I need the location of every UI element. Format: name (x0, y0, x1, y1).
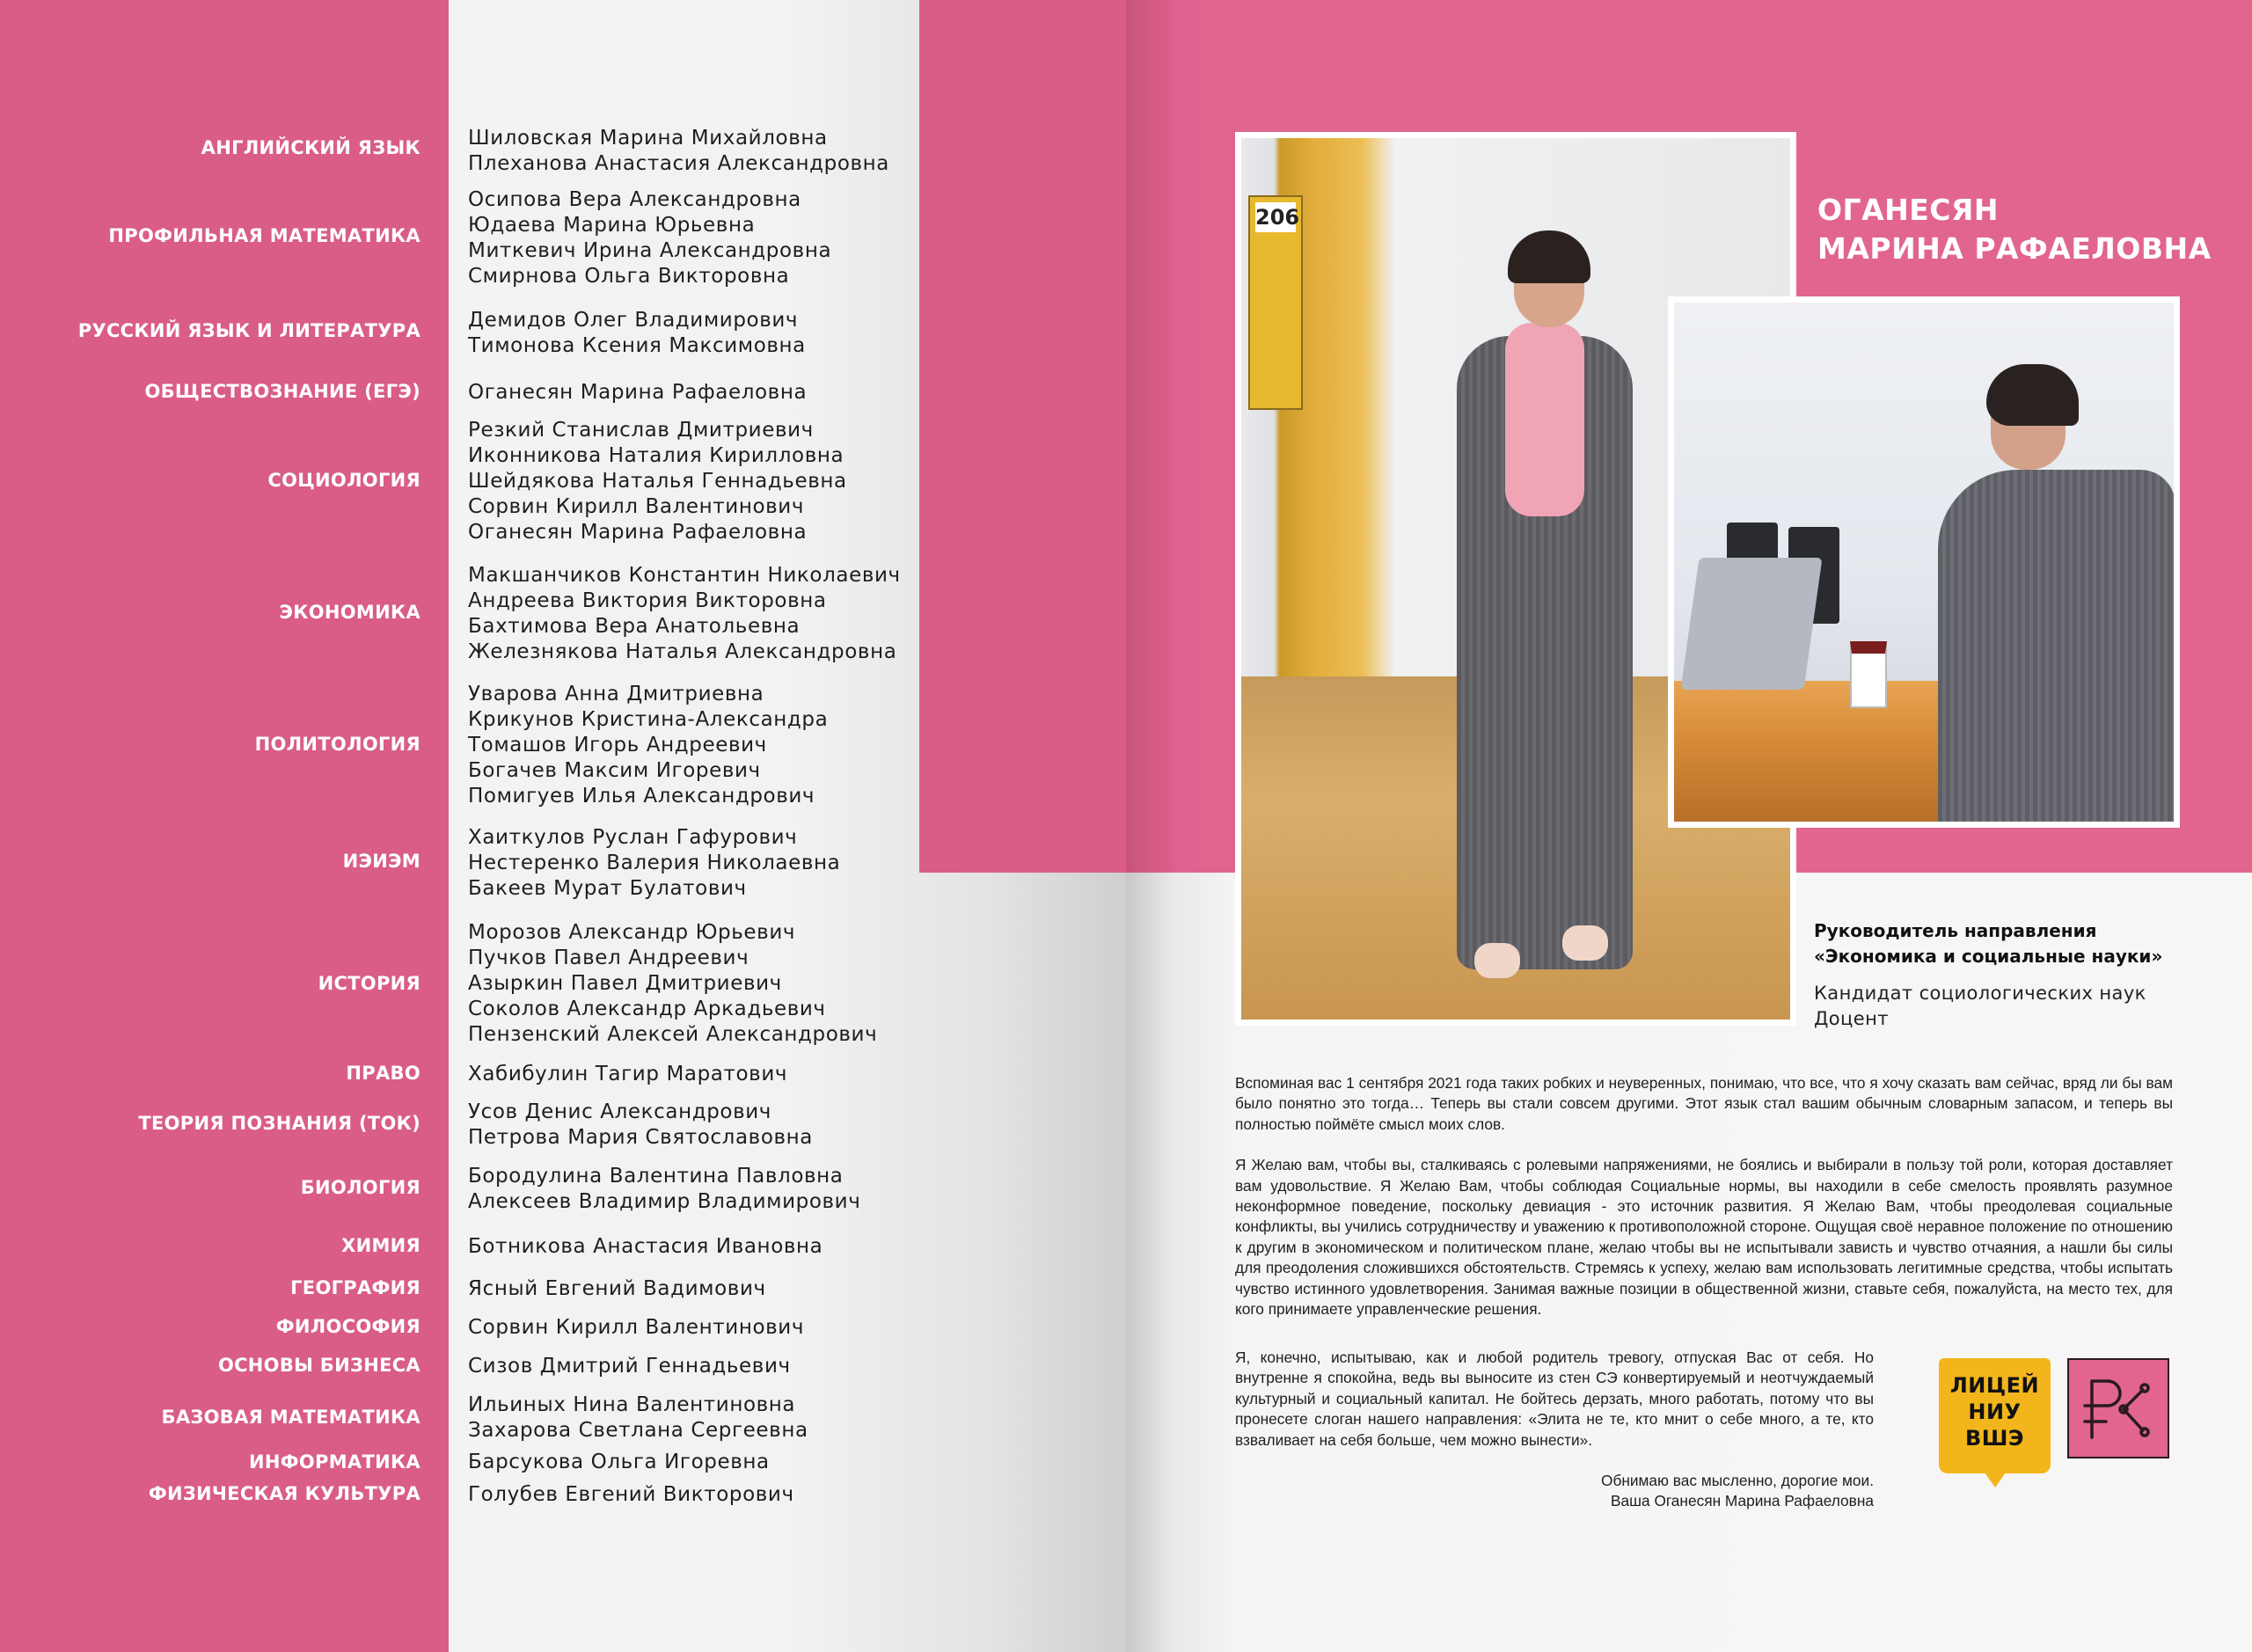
teacher-name: Макшанчиков Константин Николаевич (468, 564, 901, 587)
subject-label: ПРАВО (346, 1063, 420, 1084)
subject-label: РУССКИЙ ЯЗЫК И ЛИТЕРАТУРА (77, 320, 420, 341)
teacher-name: Уварова Анна Дмитриевна (468, 683, 764, 705)
teacher-name: Хаиткулов Руслан Гафурович (468, 826, 798, 849)
degree-line: Кандидат социологических наук (1814, 983, 2146, 1004)
subject-label: БАЗОВАЯ МАТЕМАТИКА (161, 1407, 420, 1428)
subject-label: ИЭИЭМ (342, 851, 420, 872)
name-line: ОГАНЕСЯН (1817, 193, 2000, 227)
teacher-name-title (1817, 191, 2212, 268)
teacher-name: Плеханова Анастасия Александровна (468, 152, 889, 175)
teacher-list (468, 1276, 766, 1302)
direction-logo-icon (2067, 1358, 2169, 1458)
teacher-name: Голубев Евгений Викторович (468, 1483, 794, 1506)
logo-line: НИУ (1968, 1400, 2022, 1424)
subject-label: ТЕОРИЯ ПОЗНАНИЯ (ТОК) (138, 1113, 420, 1134)
letter-paragraph: Вспоминая вас 1 сентября 2021 года таких робких и неуверенных, понимаю, что все, что я хочу сказать вам сейчас, вряд ли бы вам было понятно это тогда… Теперь вы стали совсем другими. Этот язык стал вашим обычным словарным запасом, и теперь вы полностью поймёте смысл моих слов. (1235, 1074, 2173, 1133)
hair (1508, 230, 1590, 283)
signature-line: Ваша Оганесян Марина Рафаеловна (1611, 1492, 1874, 1510)
subject-label: ПОЛИТОЛОГИЯ (254, 734, 420, 755)
teacher-name: Азыркин Павел Дмитриевич (468, 972, 782, 995)
teacher-name: Тимонова Ксения Максимовна (468, 334, 806, 357)
teacher-name: Ильиных Нина Валентиновна (468, 1393, 796, 1416)
teacher-name: Юдаева Марина Юрьевна (468, 214, 756, 237)
role-block (1814, 918, 2162, 969)
degree-line: Доцент (1814, 1008, 1889, 1029)
name-line: МАРИНА РАФАЕЛОВНА (1817, 231, 2212, 266)
subject-label: ФИЗИЧЕСКАЯ КУЛЬТУРА (148, 1483, 420, 1504)
logo-line: ЛИЦЕЙ (1949, 1373, 2040, 1398)
teacher-name: Оганесян Марина Рафаеловна (468, 521, 808, 544)
teacher-name: Шейдякова Наталья Геннадьевна (468, 470, 847, 493)
liceum-hse-logo (1939, 1358, 2051, 1473)
subject-label: СОЦИОЛОГИЯ (267, 470, 420, 491)
teacher-list (468, 308, 806, 359)
teacher-list (468, 682, 828, 809)
farewell-letter (1235, 1073, 2173, 1340)
closing-line: Обнимаю вас мысленно, дорогие мои. (1601, 1472, 1874, 1489)
teacher-list (468, 1315, 804, 1341)
door-number: 206 (1255, 202, 1296, 232)
subject-label: ИНФОРМАТИКА (249, 1451, 420, 1473)
role-line: Руководитель направления (1814, 920, 2097, 941)
teacher-name: Пензенский Алексей Александрович (468, 1023, 878, 1046)
teacher-list (468, 1393, 808, 1444)
portrait-photo-desk (1668, 296, 2180, 828)
teacher-name: Сорвин Кирилл Валентинович (468, 1316, 805, 1339)
teacher-name: Оганесян Марина Рафаеловна (468, 381, 808, 404)
shoe (1562, 925, 1608, 961)
teacher-name: Алексеев Владимир Владимирович (468, 1190, 861, 1213)
teacher-list (468, 920, 877, 1048)
teacher-name: Усов Денис Александрович (468, 1100, 771, 1123)
teacher-list (468, 1450, 770, 1475)
teacher-name: Ботникова Анастасия Ивановна (468, 1235, 823, 1258)
subject-label: АНГЛИЙСКИЙ ЯЗЫК (201, 137, 420, 158)
subject-label: ЭКОНОМИКА (279, 602, 420, 623)
teacher-name: Томашов Игорь Андреевич (468, 734, 767, 757)
teacher-list (468, 380, 807, 406)
subject-label: БИОЛОГИЯ (300, 1177, 420, 1198)
subject-label: ОСНОВЫ БИЗНЕСА (217, 1355, 420, 1376)
teacher-list (468, 126, 889, 177)
teacher-name: Бородулина Валентина Павловна (468, 1165, 844, 1188)
teacher-list (468, 1234, 823, 1260)
coffee-cup (1850, 641, 1887, 708)
teacher-name: Ясный Евгений Вадимович (468, 1277, 766, 1300)
teacher-name: Демидов Олег Владимирович (468, 309, 799, 332)
teacher-name: Бахтимова Вера Анатольевна (468, 615, 801, 638)
role-line: «Экономика и социальные науки» (1814, 946, 2163, 967)
hair (1986, 364, 2079, 426)
teacher-list (468, 1482, 794, 1508)
subject-label: ПРОФИЛЬНАЯ МАТЕМАТИКА (108, 225, 420, 246)
teacher-name: Андреева Виктория Викторовна (468, 589, 827, 612)
teacher-name: Захарова Светлана Сергеевна (468, 1419, 808, 1442)
teacher-name: Сорвин Кирилл Валентинович (468, 495, 805, 518)
teacher-name: Пучков Павел Андреевич (468, 947, 749, 969)
teacher-list (468, 1354, 791, 1379)
laptop (1680, 558, 1822, 690)
teacher-name: Морозов Александр Юрьевич (468, 921, 796, 944)
teacher-list (468, 825, 840, 902)
teacher-name: Осипова Вера Александровна (468, 188, 801, 211)
subject-label: ОБЩЕСТВОЗНАНИЕ (ЕГЭ) (144, 381, 420, 402)
teacher-name: Барсукова Ольга Игоревна (468, 1451, 770, 1473)
grey-jacket (1938, 470, 2174, 822)
shoe (1474, 943, 1520, 978)
teacher-list (468, 1164, 860, 1215)
door-sign (1248, 195, 1303, 410)
teacher-list (468, 187, 831, 289)
teacher-name: Железнякова Наталья Александровна (468, 640, 897, 663)
ruble-network-icon (2069, 1360, 2168, 1457)
teacher-list (468, 563, 901, 665)
subject-label: ФИЛОСОФИЯ (275, 1316, 420, 1337)
logo-line: ВШЭ (1964, 1426, 2025, 1451)
teacher-name: Крикунов Кристина-Александра (468, 708, 829, 731)
subject-label: ХИМИЯ (341, 1235, 420, 1256)
teacher-name: Сизов Дмитрий Геннадьевич (468, 1355, 791, 1378)
letter-paragraph-final: Я, конечно, испытываю, как и любой родитель тревогу, отпуская Вас от себя. Но внутренне я спокойна, ведь вы выносите из стен СЭ конвертируемый и неотчуждаемый культурный и социальный капитал. Не бойтесь дерзать, много работать, потому что вы пронесете слоган нашего направления: «Элита не те, кто мнит о себе много, а те, кто взваливает на себя больше, чем можно вынести». (1235, 1349, 1874, 1449)
logo-pin (1985, 1473, 2006, 1488)
teacher-name: Резкий Станислав Дмитриевич (468, 419, 814, 442)
teacher-name: Помигуев Илья Александрович (468, 785, 815, 808)
teacher-name: Хабибулин Тагир Маратович (468, 1063, 788, 1085)
teacher-list (468, 418, 847, 545)
pink-sweater (1505, 323, 1584, 516)
teacher-name: Богачев Максим Игоревич (468, 759, 761, 782)
teacher-name: Смирнова Ольга Викторовна (468, 265, 790, 288)
letter-closing (1235, 1471, 1874, 1512)
photo-content (1674, 303, 2174, 822)
teacher-name: Иконникова Наталия Кирилловна (468, 444, 844, 467)
subject-label: ИСТОРИЯ (318, 973, 420, 994)
subject-label: ГЕОГРАФИЯ (290, 1277, 420, 1298)
teacher-figure (1430, 213, 1659, 978)
teacher-name: Миткевич Ирина Александровна (468, 239, 832, 262)
teacher-name: Петрова Мария Святославовна (468, 1126, 813, 1149)
teacher-name: Бакеев Мурат Булатович (468, 877, 747, 900)
teacher-name: Шиловская Марина Михайловна (468, 127, 828, 150)
teacher-name: Соколов Александр Аркадьевич (468, 998, 826, 1020)
teacher-list (468, 1062, 787, 1087)
degree-block (1814, 981, 2146, 1032)
letter-paragraph: Я Желаю вам, чтобы вы, сталкиваясь с ролевыми напряжениями, не боялись и выбирали в пользу той роли, которая доставляет вам удовольствие. Я Желаю Вам, чтобы соблюдая Социальные нормы, вы находили в себе смелость проявлять разумное неконформное поведение, поскольку девиация - это источник развития. Я Желаю Вам, чтобы преодолевая социальные конфликты, вы учились сотрудничеству и уважению к противоположной стороне. Ощущая своё неравное положение по отношению к другим в экономическом и политическом плане, желаю чтобы вы не испытывали зависть и чувство отчаяния, а нашли бы силы для преодоления сложившихся обстоятельств. Стремясь к успеху, желаю вам использовать легитимные средства, чтобы испытать чувство истинного удовлетворения. Занимая важные позиции в общественной жизни, ставьте себя, пожалуйста, на место тех, для кого принимаете управленческие решения. (1235, 1156, 2173, 1319)
logo-text (1939, 1372, 2051, 1451)
teacher-name: Нестеренко Валерия Николаевна (468, 852, 841, 874)
teacher-list (468, 1100, 813, 1151)
